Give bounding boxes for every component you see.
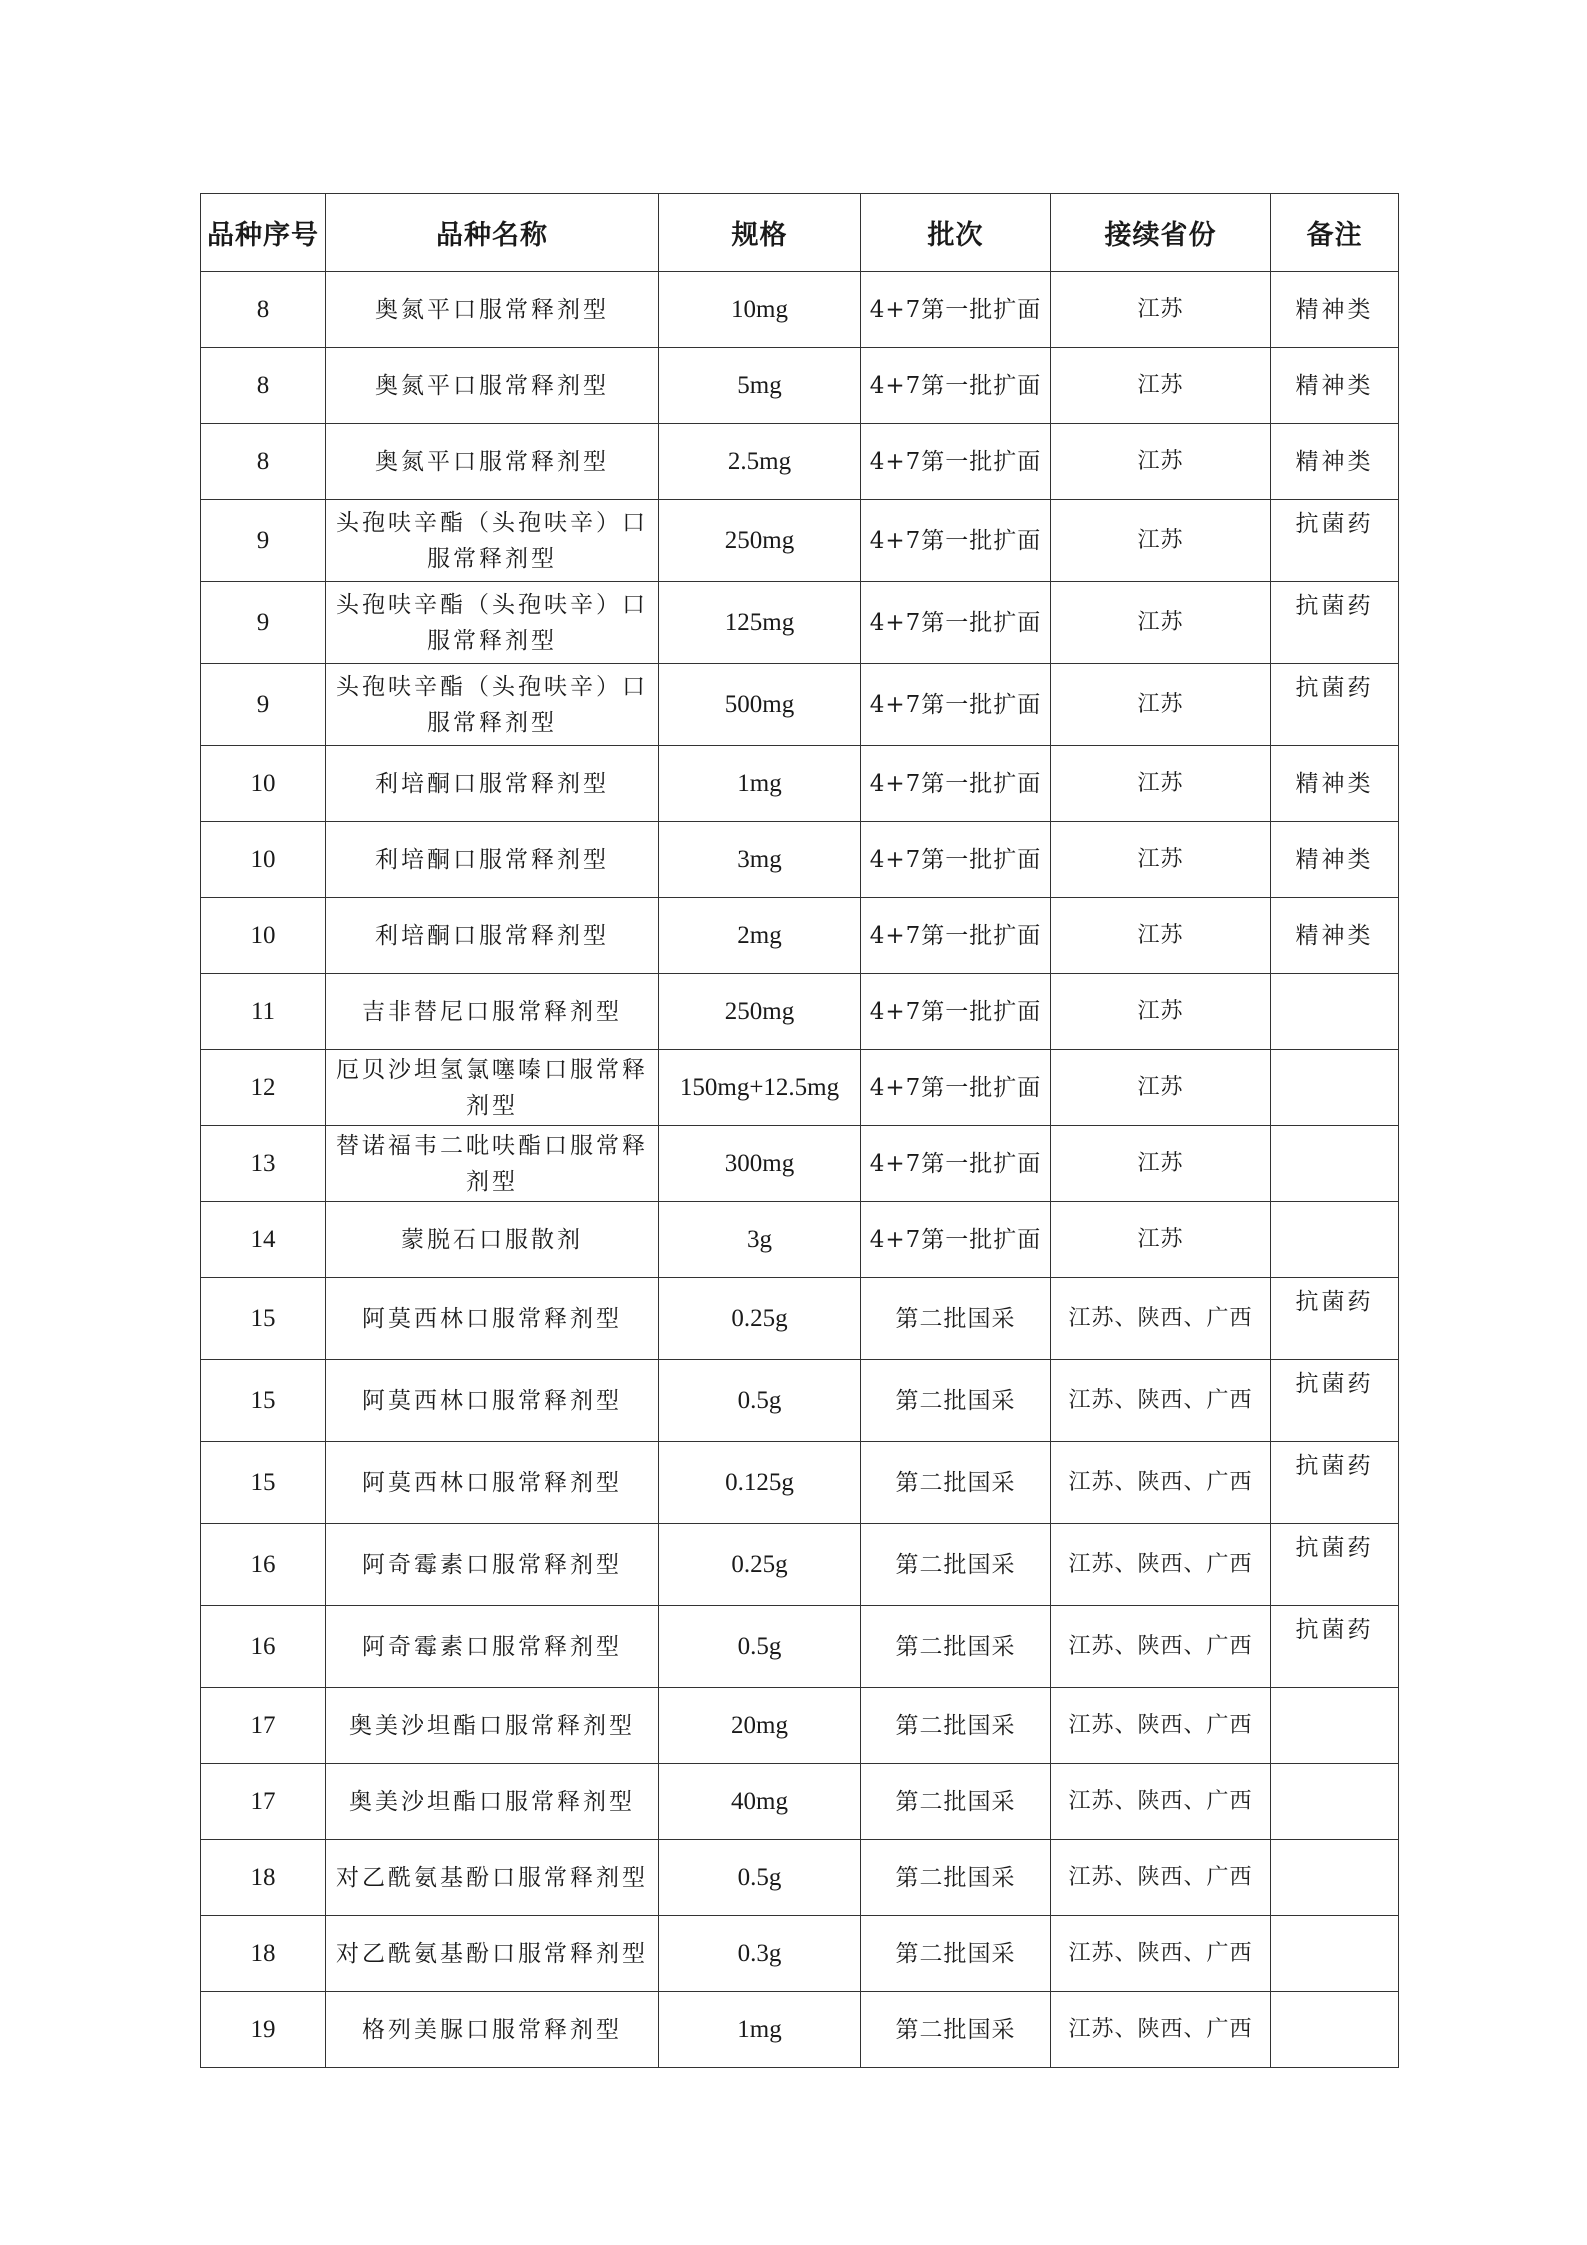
cell-note: 抗菌药: [1271, 582, 1399, 664]
cell-variety-name: 格列美脲口服常释剂型: [326, 1992, 659, 2068]
header-province: 接续省份: [1051, 194, 1271, 272]
cell-note: [1271, 1840, 1399, 1916]
cell-spec: 0.3g: [659, 1916, 861, 1992]
cell-variety-id: 15: [201, 1442, 326, 1524]
cell-variety-id: 11: [201, 974, 326, 1050]
cell-variety-id: 17: [201, 1688, 326, 1764]
cell-batch: 4+7第一批扩面: [861, 746, 1051, 822]
cell-variety-id: 12: [201, 1050, 326, 1126]
cell-note: 抗菌药: [1271, 664, 1399, 746]
cell-note: 抗菌药: [1271, 500, 1399, 582]
cell-variety-name: 阿奇霉素口服常释剂型: [326, 1606, 659, 1688]
cell-note: [1271, 1688, 1399, 1764]
cell-variety-id: 9: [201, 500, 326, 582]
table-row: [201, 1764, 1399, 1840]
cell-variety-id: 8: [201, 272, 326, 348]
cell-province: 江苏、陕西、广西: [1051, 1916, 1271, 1992]
cell-spec: 3g: [659, 1202, 861, 1278]
table-row: [201, 582, 1399, 664]
cell-province: 江苏: [1051, 1126, 1271, 1202]
cell-note: [1271, 1126, 1399, 1202]
cell-note: 精神类: [1271, 822, 1399, 898]
cell-province: 江苏、陕西、广西: [1051, 1992, 1271, 2068]
cell-variety-name: 阿莫西林口服常释剂型: [326, 1360, 659, 1442]
cell-variety-name: 利培酮口服常释剂型: [326, 746, 659, 822]
cell-spec: 500mg: [659, 664, 861, 746]
cell-note: 抗菌药: [1271, 1442, 1399, 1524]
cell-variety-id: 13: [201, 1126, 326, 1202]
cell-variety-name: 阿莫西林口服常释剂型: [326, 1442, 659, 1524]
cell-spec: 0.25g: [659, 1278, 861, 1360]
table-row: [201, 1992, 1399, 2068]
table-row: [201, 746, 1399, 822]
table-row: [201, 424, 1399, 500]
cell-province: 江苏: [1051, 500, 1271, 582]
cell-batch: 4+7第一批扩面: [861, 582, 1051, 664]
cell-province: 江苏: [1051, 424, 1271, 500]
cell-spec: 250mg: [659, 500, 861, 582]
cell-batch: 第二批国采: [861, 1764, 1051, 1840]
cell-batch: 第二批国采: [861, 1606, 1051, 1688]
cell-variety-name: 阿奇霉素口服常释剂型: [326, 1524, 659, 1606]
table-row: [201, 1840, 1399, 1916]
cell-variety-name: 吉非替尼口服常释剂型: [326, 974, 659, 1050]
cell-province: 江苏、陕西、广西: [1051, 1442, 1271, 1524]
cell-batch: 4+7第一批扩面: [861, 424, 1051, 500]
cell-note: [1271, 974, 1399, 1050]
cell-variety-name: 头孢呋辛酯（头孢呋辛）口服常释剂型: [326, 500, 659, 582]
table-row: [201, 1524, 1399, 1606]
cell-spec: 5mg: [659, 348, 861, 424]
cell-spec: 0.5g: [659, 1360, 861, 1442]
cell-batch: 第二批国采: [861, 1992, 1051, 2068]
header-spec: 规格: [659, 194, 861, 272]
cell-batch: 4+7第一批扩面: [861, 898, 1051, 974]
cell-variety-id: 15: [201, 1278, 326, 1360]
cell-province: 江苏、陕西、广西: [1051, 1840, 1271, 1916]
cell-note: [1271, 1764, 1399, 1840]
cell-variety-name: 奥美沙坦酯口服常释剂型: [326, 1688, 659, 1764]
cell-note: 抗菌药: [1271, 1524, 1399, 1606]
table-row: [201, 974, 1399, 1050]
drug-table: [200, 193, 1399, 2068]
cell-variety-name: 阿莫西林口服常释剂型: [326, 1278, 659, 1360]
cell-batch: 第二批国采: [861, 1916, 1051, 1992]
cell-province: 江苏、陕西、广西: [1051, 1278, 1271, 1360]
header-variety-name: 品种名称: [326, 194, 659, 272]
cell-variety-id: 17: [201, 1764, 326, 1840]
cell-spec: 2mg: [659, 898, 861, 974]
cell-batch: 第二批国采: [861, 1688, 1051, 1764]
table-row: [201, 1126, 1399, 1202]
table-row: [201, 500, 1399, 582]
cell-note: 精神类: [1271, 272, 1399, 348]
cell-variety-name: 奥美沙坦酯口服常释剂型: [326, 1764, 659, 1840]
cell-province: 江苏: [1051, 898, 1271, 974]
cell-variety-id: 9: [201, 664, 326, 746]
cell-note: 抗菌药: [1271, 1606, 1399, 1688]
cell-variety-id: 16: [201, 1606, 326, 1688]
cell-variety-id: 10: [201, 822, 326, 898]
table-header: [201, 194, 1399, 272]
cell-spec: 125mg: [659, 582, 861, 664]
cell-spec: 20mg: [659, 1688, 861, 1764]
cell-variety-name: 奥氮平口服常释剂型: [326, 348, 659, 424]
cell-batch: 4+7第一批扩面: [861, 272, 1051, 348]
cell-province: 江苏、陕西、广西: [1051, 1524, 1271, 1606]
cell-spec: 0.125g: [659, 1442, 861, 1524]
cell-province: 江苏: [1051, 582, 1271, 664]
cell-variety-name: 厄贝沙坦氢氯噻嗪口服常释剂型: [326, 1050, 659, 1126]
cell-variety-id: 9: [201, 582, 326, 664]
table-row: [201, 1688, 1399, 1764]
table-row: [201, 272, 1399, 348]
cell-province: 江苏: [1051, 348, 1271, 424]
table-row: [201, 1278, 1399, 1360]
header-row: [201, 194, 1399, 272]
cell-note: 抗菌药: [1271, 1360, 1399, 1442]
cell-batch: 4+7第一批扩面: [861, 348, 1051, 424]
cell-variety-name: 利培酮口服常释剂型: [326, 898, 659, 974]
cell-variety-name: 头孢呋辛酯（头孢呋辛）口服常释剂型: [326, 664, 659, 746]
cell-province: 江苏: [1051, 822, 1271, 898]
cell-variety-id: 18: [201, 1916, 326, 1992]
cell-batch: 4+7第一批扩面: [861, 664, 1051, 746]
cell-batch: 第二批国采: [861, 1278, 1051, 1360]
table-row: [201, 1916, 1399, 1992]
cell-batch: 第二批国采: [861, 1840, 1051, 1916]
table-body: [201, 272, 1399, 2068]
cell-variety-id: 10: [201, 898, 326, 974]
cell-note: 精神类: [1271, 746, 1399, 822]
cell-variety-id: 10: [201, 746, 326, 822]
cell-province: 江苏: [1051, 272, 1271, 348]
cell-variety-name: 头孢呋辛酯（头孢呋辛）口服常释剂型: [326, 582, 659, 664]
cell-variety-id: 18: [201, 1840, 326, 1916]
cell-variety-id: 8: [201, 424, 326, 500]
cell-spec: 10mg: [659, 272, 861, 348]
cell-variety-name: 利培酮口服常释剂型: [326, 822, 659, 898]
cell-spec: 3mg: [659, 822, 861, 898]
cell-province: 江苏: [1051, 974, 1271, 1050]
cell-variety-id: 16: [201, 1524, 326, 1606]
cell-batch: 4+7第一批扩面: [861, 1126, 1051, 1202]
cell-variety-name: 奥氮平口服常释剂型: [326, 424, 659, 500]
cell-variety-name: 蒙脱石口服散剂: [326, 1202, 659, 1278]
cell-variety-id: 19: [201, 1992, 326, 2068]
cell-note: 精神类: [1271, 898, 1399, 974]
cell-spec: 1mg: [659, 1992, 861, 2068]
cell-batch: 4+7第一批扩面: [861, 1202, 1051, 1278]
cell-spec: 150mg+12.5mg: [659, 1050, 861, 1126]
cell-spec: 2.5mg: [659, 424, 861, 500]
header-batch: 批次: [861, 194, 1051, 272]
cell-province: 江苏: [1051, 664, 1271, 746]
cell-spec: 250mg: [659, 974, 861, 1050]
cell-variety-name: 对乙酰氨基酚口服常释剂型: [326, 1840, 659, 1916]
cell-province: 江苏、陕西、广西: [1051, 1606, 1271, 1688]
cell-province: 江苏、陕西、广西: [1051, 1764, 1271, 1840]
header-note: 备注: [1271, 194, 1399, 272]
cell-spec: 40mg: [659, 1764, 861, 1840]
table-row: [201, 822, 1399, 898]
cell-variety-id: 8: [201, 348, 326, 424]
cell-spec: 0.5g: [659, 1606, 861, 1688]
cell-batch: 4+7第一批扩面: [861, 1050, 1051, 1126]
cell-province: 江苏、陕西、广西: [1051, 1688, 1271, 1764]
cell-province: 江苏: [1051, 1050, 1271, 1126]
cell-batch: 第二批国采: [861, 1360, 1051, 1442]
cell-batch: 4+7第一批扩面: [861, 974, 1051, 1050]
table-row: [201, 348, 1399, 424]
cell-note: [1271, 1050, 1399, 1126]
table-row: [201, 898, 1399, 974]
cell-variety-name: 奥氮平口服常释剂型: [326, 272, 659, 348]
cell-spec: 0.5g: [659, 1840, 861, 1916]
cell-province: 江苏、陕西、广西: [1051, 1360, 1271, 1442]
header-variety-id: 品种序号: [201, 194, 326, 272]
cell-note: 精神类: [1271, 424, 1399, 500]
cell-note: 精神类: [1271, 348, 1399, 424]
cell-spec: 1mg: [659, 746, 861, 822]
cell-variety-id: 15: [201, 1360, 326, 1442]
table-row: [201, 1606, 1399, 1688]
cell-note: [1271, 1916, 1399, 1992]
table-row: [201, 1050, 1399, 1126]
cell-batch: 第二批国采: [861, 1442, 1051, 1524]
cell-province: 江苏: [1051, 746, 1271, 822]
cell-note: 抗菌药: [1271, 1278, 1399, 1360]
cell-variety-name: 对乙酰氨基酚口服常释剂型: [326, 1916, 659, 1992]
cell-note: [1271, 1202, 1399, 1278]
cell-spec: 300mg: [659, 1126, 861, 1202]
table-row: [201, 1202, 1399, 1278]
table-row: [201, 664, 1399, 746]
table-row: [201, 1360, 1399, 1442]
cell-note: [1271, 1992, 1399, 2068]
cell-variety-name: 替诺福韦二吡呋酯口服常释剂型: [326, 1126, 659, 1202]
cell-variety-id: 14: [201, 1202, 326, 1278]
table-row: [201, 1442, 1399, 1524]
cell-spec: 0.25g: [659, 1524, 861, 1606]
cell-batch: 第二批国采: [861, 1524, 1051, 1606]
cell-province: 江苏: [1051, 1202, 1271, 1278]
cell-batch: 4+7第一批扩面: [861, 822, 1051, 898]
cell-batch: 4+7第一批扩面: [861, 500, 1051, 582]
